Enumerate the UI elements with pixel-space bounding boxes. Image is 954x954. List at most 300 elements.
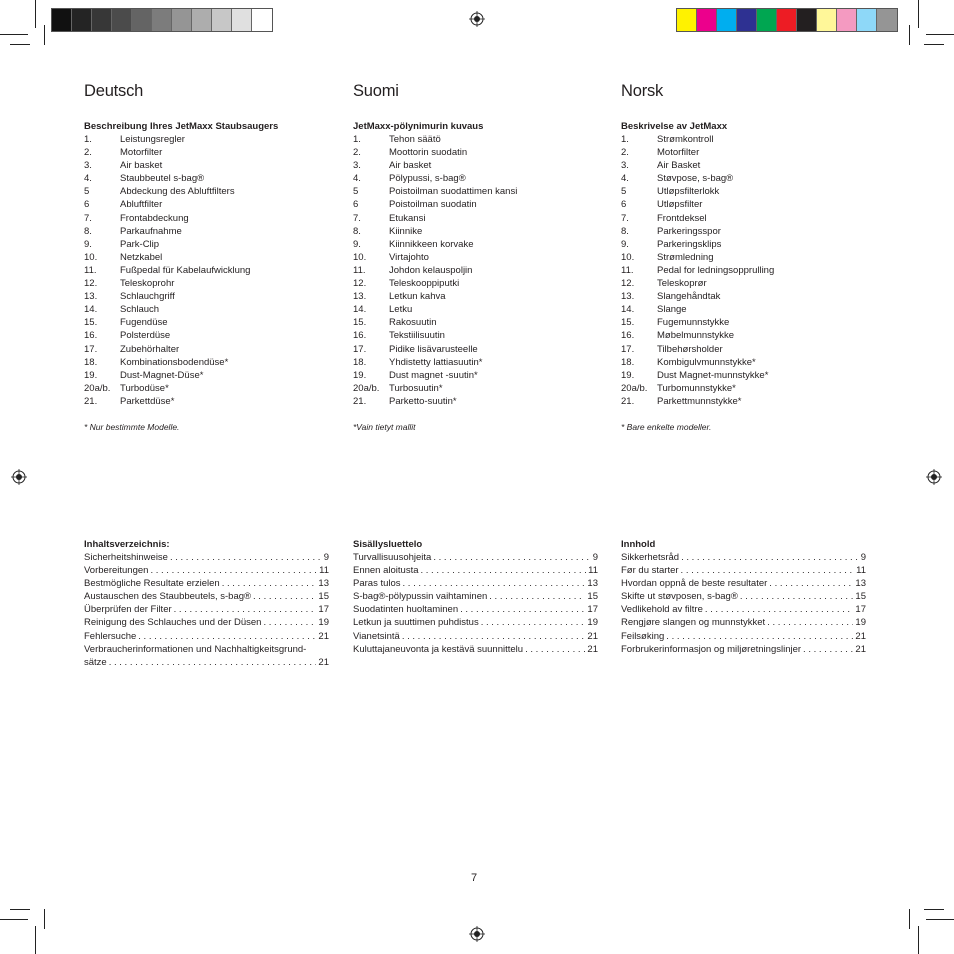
part-label: Virtajohto <box>389 251 429 263</box>
parts-list-item <box>84 185 334 198</box>
toc-entry-text: Sikkerhetsråd <box>621 552 680 563</box>
color-swatch <box>92 9 112 31</box>
part-number: 20a/b. <box>353 382 380 394</box>
color-swatch <box>757 9 777 31</box>
part-label: Letku <box>389 304 413 316</box>
parts-list-item <box>353 290 603 303</box>
parts-list-item <box>621 303 871 316</box>
parts-list-item <box>353 303 603 316</box>
part-number: 17. <box>84 343 98 355</box>
parts-list-item <box>353 133 603 146</box>
part-number: 19. <box>353 369 367 381</box>
toc-entry-text: Rengjøre slangen og munnstykket <box>621 617 766 629</box>
part-number: 15. <box>84 317 98 329</box>
part-label: Dust Magnet-munnstykke* <box>657 369 769 381</box>
toc-entry <box>84 590 329 603</box>
toc-title: Innhold <box>621 539 656 550</box>
part-number: 21. <box>353 395 367 407</box>
toc-entry-text: Ennen aloitusta <box>353 565 419 577</box>
part-label: Kombinationsbodendüse* <box>120 356 229 368</box>
parts-list-item <box>84 264 334 277</box>
parts-list-item <box>84 238 334 251</box>
part-label: Dust magnet -suutin* <box>389 369 478 381</box>
toc-list <box>84 551 329 643</box>
part-number: 2. <box>353 147 361 159</box>
part-label: Slangehåndtak <box>657 291 721 303</box>
part-label: Polsterdüse <box>120 330 171 342</box>
part-number: 2. <box>84 147 92 159</box>
toc-page-number: 9 <box>323 552 329 563</box>
parts-list-item <box>353 172 603 185</box>
toc-entry-text: Hvordan oppnå de beste resultater <box>621 578 768 590</box>
parts-list-item <box>353 369 603 382</box>
color-swatch <box>777 9 797 31</box>
column-suomi <box>353 80 603 433</box>
parts-list-item <box>621 329 871 342</box>
toc-entry-text: Vedlikehold av filtre <box>621 604 703 616</box>
model-note: * Nur bestimmte Modelle. <box>84 421 180 432</box>
parts-list-item <box>353 212 603 225</box>
part-number: 12. <box>84 278 98 290</box>
part-label: Fugendüse <box>120 317 168 329</box>
part-number: 13. <box>84 291 98 303</box>
part-number: 11. <box>353 264 366 276</box>
part-label: Fußpedal für Kabelaufwicklung <box>120 264 251 276</box>
toc-page-number: 19 <box>587 617 598 629</box>
parts-list-item <box>84 316 334 329</box>
toc-entry <box>84 564 329 577</box>
part-label: Teleskoprør <box>657 278 707 290</box>
registration-mark-icon <box>469 926 485 942</box>
part-number: 17. <box>353 343 367 355</box>
toc-page-number: 21 <box>855 643 866 655</box>
toc-page-number: 11 <box>856 565 866 577</box>
toc-entry-text: Verbraucherinformationen und Nachhaltigkeitsgrund- <box>84 643 307 655</box>
color-swatch <box>152 9 172 31</box>
color-swatch <box>877 9 897 31</box>
parts-list-item <box>84 225 334 238</box>
part-label: Tekstiilisuutin <box>389 330 445 342</box>
part-number: 5 <box>84 186 90 198</box>
color-swatch <box>252 9 272 31</box>
parts-list-item <box>621 369 871 382</box>
part-label: Johdon kelauspoljin <box>389 264 473 276</box>
toc-entry-text: Vianetsintä <box>353 630 400 642</box>
toc-page-number: 15 <box>855 591 866 603</box>
part-label: Kombigulvmunnstykke* <box>657 356 756 368</box>
part-label: Abluftfilter <box>120 199 163 211</box>
part-number: 10. <box>84 251 98 263</box>
part-number: 18. <box>353 356 367 368</box>
part-number: 1. <box>84 134 92 145</box>
part-number: 13. <box>621 291 635 303</box>
language-heading: Deutsch <box>84 82 144 100</box>
toc-page-number: 9 <box>860 552 866 563</box>
toc-entry <box>84 551 329 564</box>
part-label: Fugemunnstykke <box>657 317 730 329</box>
parts-list-item <box>353 198 603 211</box>
part-label: Tilbehørsholder <box>657 343 723 355</box>
toc-entry <box>84 577 329 590</box>
toc-entry-text: Fehlersuche <box>84 630 137 642</box>
toc-entry-text: Forbrukerinformasjon og miljøretningslinjer <box>621 643 802 655</box>
parts-list-item <box>84 133 334 146</box>
parts-list-item <box>353 185 603 198</box>
toc-page-number: 19 <box>855 617 866 629</box>
part-number: 4. <box>84 173 92 185</box>
part-number: 1. <box>621 134 629 145</box>
toc-entry <box>353 590 598 603</box>
toc-entry-text: Skifte ut støvposen, s-bag® <box>621 591 738 603</box>
toc-page-number: 11 <box>588 565 598 577</box>
part-label: Air basket <box>120 160 163 172</box>
part-label: Motorfilter <box>657 147 700 159</box>
part-label: Netzkabel <box>120 251 163 263</box>
parts-list-item <box>621 159 871 172</box>
parts-list-item <box>84 303 334 316</box>
toc-entry <box>353 643 598 656</box>
part-label: Frontabdeckung <box>120 212 189 224</box>
toc-entry-text: Letkun ja suuttimen puhdistus <box>353 617 479 629</box>
color-calibration-bar <box>677 9 897 31</box>
part-number: 16. <box>353 330 367 342</box>
parts-list-item <box>353 225 603 238</box>
parts-list-item <box>353 343 603 356</box>
color-swatch <box>72 9 92 31</box>
toc-entry <box>353 616 598 629</box>
parts-list-item <box>84 277 334 290</box>
toc-entry-text: Austauschen des Staubbeutels, s-bag® <box>84 591 252 603</box>
parts-list <box>621 133 871 408</box>
part-label: Slange <box>657 304 687 316</box>
part-label: Turbodüse* <box>120 382 169 394</box>
parts-list-item <box>621 290 871 303</box>
parts-title: Beschreibung Ihres JetMaxx Staubsaugers <box>84 121 279 132</box>
part-number: 19. <box>621 369 635 381</box>
grayscale-calibration-bar <box>52 9 272 31</box>
part-label: Yhdistetty lattiasuutin* <box>389 356 483 368</box>
part-label: Utløpsfilter <box>657 199 703 211</box>
color-swatch <box>172 9 192 31</box>
registration-mark-icon <box>469 11 485 27</box>
parts-list-item <box>84 382 334 395</box>
parts-list-item <box>621 277 871 290</box>
toc-page-number: 17 <box>318 604 329 616</box>
toc-entry <box>621 616 866 629</box>
parts-list-item <box>621 185 871 198</box>
part-label: Strømkontroll <box>657 134 714 145</box>
parts-list-item <box>84 290 334 303</box>
part-label: Teleskoprohr <box>120 278 175 290</box>
color-swatch <box>192 9 212 31</box>
color-swatch <box>132 9 152 31</box>
parts-list-item <box>621 238 871 251</box>
toc-entry <box>621 590 866 603</box>
parts-list-item <box>84 251 334 264</box>
parts-list-item <box>353 264 603 277</box>
part-label: Moottorin suodatin <box>389 147 468 159</box>
part-label: Parkaufnahme <box>120 225 182 237</box>
language-heading: Norsk <box>621 82 664 100</box>
part-number: 3. <box>621 160 629 172</box>
parts-list-item <box>621 225 871 238</box>
part-number: 15. <box>353 317 367 329</box>
part-label: Teleskooppiputki <box>389 278 460 290</box>
toc-entry <box>353 603 598 616</box>
toc-entry-text: S-bag®-pölypussin vaihtaminen <box>353 591 488 603</box>
toc-entry-text: Sicherheitshinweise <box>84 552 168 563</box>
toc-entry-text: Reinigung des Schlauches und der Düsen <box>84 617 262 629</box>
toc-norsk <box>621 538 866 656</box>
part-label: Pidike lisävarusteelle <box>389 343 478 355</box>
part-number: 11. <box>84 264 97 276</box>
part-label: Parkettdüse* <box>120 395 175 407</box>
parts-list-item <box>621 172 871 185</box>
toc-entry-text: Turvallisuusohjeita <box>353 552 432 563</box>
parts-list-item <box>621 395 871 408</box>
color-swatch <box>797 9 817 31</box>
toc-entry <box>621 643 866 656</box>
color-swatch <box>52 9 72 31</box>
part-number: 12. <box>621 278 635 290</box>
part-label: Poistoilman suodatin <box>389 199 477 211</box>
parts-list-item <box>353 277 603 290</box>
registration-mark-icon <box>11 469 27 485</box>
part-number: 3. <box>353 160 361 172</box>
part-number: 17. <box>621 343 635 355</box>
color-swatch <box>677 9 697 31</box>
part-label: Motorfilter <box>120 147 163 159</box>
color-swatch <box>112 9 132 31</box>
part-number: 14. <box>353 304 367 316</box>
part-label: Turbomunnstykke* <box>657 382 736 394</box>
toc-entry <box>621 577 866 590</box>
part-number: 14. <box>84 304 98 316</box>
color-swatch <box>697 9 717 31</box>
part-number: 8. <box>84 225 92 237</box>
part-number: 13. <box>353 291 367 303</box>
part-label: Møbelmunnstykke <box>657 330 735 342</box>
parts-list-item <box>621 198 871 211</box>
toc-entry <box>84 616 329 629</box>
toc-entry <box>621 630 866 643</box>
parts-list-item <box>353 329 603 342</box>
part-number: 20a/b. <box>621 382 648 394</box>
part-number: 14. <box>621 304 635 316</box>
part-number: 19. <box>84 369 98 381</box>
parts-list <box>84 133 334 408</box>
part-label: Kiinnikkeen korvake <box>389 238 474 250</box>
toc-entry <box>353 564 598 577</box>
part-number: 9. <box>84 238 92 250</box>
part-label: Dust-Magnet-Düse* <box>120 369 204 381</box>
page-number: 7 <box>471 872 478 884</box>
parts-list-item <box>84 395 334 408</box>
toc-entry-text: Bestmögliche Resultate erzielen <box>84 578 220 590</box>
column-deutsch <box>84 80 334 433</box>
toc-entry <box>84 643 329 656</box>
part-number: 9. <box>353 238 361 250</box>
parts-list-item <box>621 356 871 369</box>
toc-entry <box>621 564 866 577</box>
part-number: 5 <box>621 186 627 198</box>
part-label: Pölypussi, s-bag® <box>389 173 466 185</box>
parts-list-item <box>84 198 334 211</box>
toc-entry-text: Suodatinten huoltaminen <box>353 604 459 616</box>
part-number: 4. <box>353 173 361 185</box>
parts-title: Beskrivelse av JetMaxx <box>621 121 728 132</box>
part-label: Etukansi <box>389 212 426 224</box>
toc-entry <box>621 551 866 564</box>
parts-list-item <box>353 238 603 251</box>
toc-entry <box>353 551 598 564</box>
parts-list-item <box>621 382 871 395</box>
color-swatch <box>837 9 857 31</box>
toc-entry <box>621 603 866 616</box>
parts-list-item <box>621 133 871 146</box>
toc-page-number: 21 <box>587 643 598 655</box>
toc-entry <box>84 630 329 643</box>
part-label: Leistungsregler <box>120 134 185 145</box>
toc-page-number: 13 <box>855 578 866 590</box>
parts-list-item <box>84 369 334 382</box>
parts-list-item <box>84 343 334 356</box>
toc-page-number: 15 <box>318 591 329 603</box>
part-number: 18. <box>84 356 98 368</box>
registration-mark-icon <box>926 469 942 485</box>
color-swatch <box>737 9 757 31</box>
part-number: 7. <box>353 212 361 224</box>
part-label: Parkeringsklips <box>657 238 722 250</box>
part-label: Air Basket <box>657 160 701 172</box>
toc-entry <box>84 656 329 669</box>
toc-entry-text: Feilsøking <box>621 630 665 642</box>
parts-list-item <box>621 264 871 277</box>
toc-page-number: 19 <box>318 617 329 629</box>
part-number: 8. <box>353 225 361 237</box>
toc-page-number: 17 <box>855 604 866 616</box>
parts-list-item <box>621 343 871 356</box>
parts-title: JetMaxx-pölynimurin kuvaus <box>353 121 484 132</box>
toc-entry <box>353 577 598 590</box>
parts-list-item <box>353 316 603 329</box>
color-swatch <box>817 9 837 31</box>
part-label: Turbosuutin* <box>389 382 443 394</box>
color-swatch <box>212 9 232 31</box>
part-label: Parketto-suutin* <box>389 395 457 407</box>
part-label: Staubbeutel s-bag® <box>120 173 205 185</box>
toc-entry <box>84 603 329 616</box>
parts-list-item <box>353 382 603 395</box>
parts-list-item <box>353 146 603 159</box>
part-number: 6 <box>353 199 359 211</box>
part-number: 9. <box>621 238 629 250</box>
color-swatch <box>857 9 877 31</box>
toc-entry-text: sätze <box>84 656 107 668</box>
toc-page-number: 21 <box>587 630 598 642</box>
toc-page-number: 11 <box>319 565 329 577</box>
part-number: 18. <box>621 356 635 368</box>
toc-entry-text: Kuluttajaneuvonta ja kestävä suunnittelu <box>353 643 524 655</box>
color-swatch <box>232 9 252 31</box>
part-label: Tehon säätö <box>389 134 441 145</box>
parts-list-item <box>84 159 334 172</box>
part-number: 4. <box>621 173 629 185</box>
color-swatch <box>717 9 737 31</box>
toc-suomi <box>353 538 598 656</box>
toc-entry-text: Paras tulos <box>353 578 401 590</box>
part-label: Støvpose, s-bag® <box>657 173 734 185</box>
parts-list-item <box>84 146 334 159</box>
toc-list <box>353 551 598 656</box>
language-heading: Suomi <box>353 82 399 100</box>
part-number: 6 <box>84 199 90 211</box>
part-number: 16. <box>621 330 635 342</box>
part-label: Schlauchgriff <box>120 291 175 303</box>
part-number: 11. <box>621 264 634 276</box>
toc-title: Inhaltsverzeichnis: <box>84 539 170 550</box>
parts-list-item <box>84 329 334 342</box>
part-number: 8. <box>621 225 629 237</box>
toc-list <box>621 551 866 656</box>
toc-page-number: 13 <box>318 578 329 590</box>
part-number: 1. <box>353 134 361 145</box>
parts-list-item <box>621 251 871 264</box>
part-label: Utløpsfilterlokk <box>657 186 720 198</box>
toc-page-number: 13 <box>587 578 598 590</box>
parts-list-item <box>353 159 603 172</box>
part-label: Strømledning <box>657 251 714 263</box>
part-number: 21. <box>84 395 98 407</box>
toc-page-number: 9 <box>592 552 598 563</box>
parts-list <box>353 133 603 408</box>
toc-page-number: 17 <box>587 604 598 616</box>
part-label: Zubehörhalter <box>120 343 180 355</box>
part-label: Frontdeksel <box>657 212 707 224</box>
column-norsk <box>621 80 871 433</box>
toc-page-number: 21 <box>318 656 329 668</box>
toc-entry-text: Überprüfen der Filter <box>84 604 172 616</box>
part-number: 12. <box>353 278 367 290</box>
part-number: 10. <box>353 251 367 263</box>
toc-page-number: 21 <box>318 630 329 642</box>
toc-entry-text: Vorbereitungen <box>84 565 149 577</box>
part-number: 21. <box>621 395 635 407</box>
toc-page-number: 15 <box>587 591 598 603</box>
model-note: *Vain tietyt mallit <box>353 421 416 432</box>
part-label: Letkun kahva <box>389 291 446 303</box>
part-number: 2. <box>621 147 629 159</box>
parts-list-item <box>621 212 871 225</box>
part-number: 16. <box>84 330 98 342</box>
part-number: 20a/b. <box>84 382 111 394</box>
toc-deutsch <box>84 538 329 669</box>
part-label: Air basket <box>389 160 432 172</box>
part-number: 7. <box>84 212 92 224</box>
part-label: Park-Clip <box>120 238 160 250</box>
toc-page-number: 21 <box>855 630 866 642</box>
part-number: 7. <box>621 212 629 224</box>
part-label: Parkeringsspor <box>657 225 721 237</box>
toc-entry-text: Før du starter <box>621 565 679 577</box>
part-label: Pedal for ledningsopprulling <box>657 264 775 276</box>
parts-list-item <box>621 146 871 159</box>
part-number: 5 <box>353 186 359 198</box>
toc-entry <box>353 630 598 643</box>
parts-list-item <box>353 395 603 408</box>
model-note: * Bare enkelte modeller. <box>621 421 712 432</box>
part-label: Rakosuutin <box>389 317 437 329</box>
